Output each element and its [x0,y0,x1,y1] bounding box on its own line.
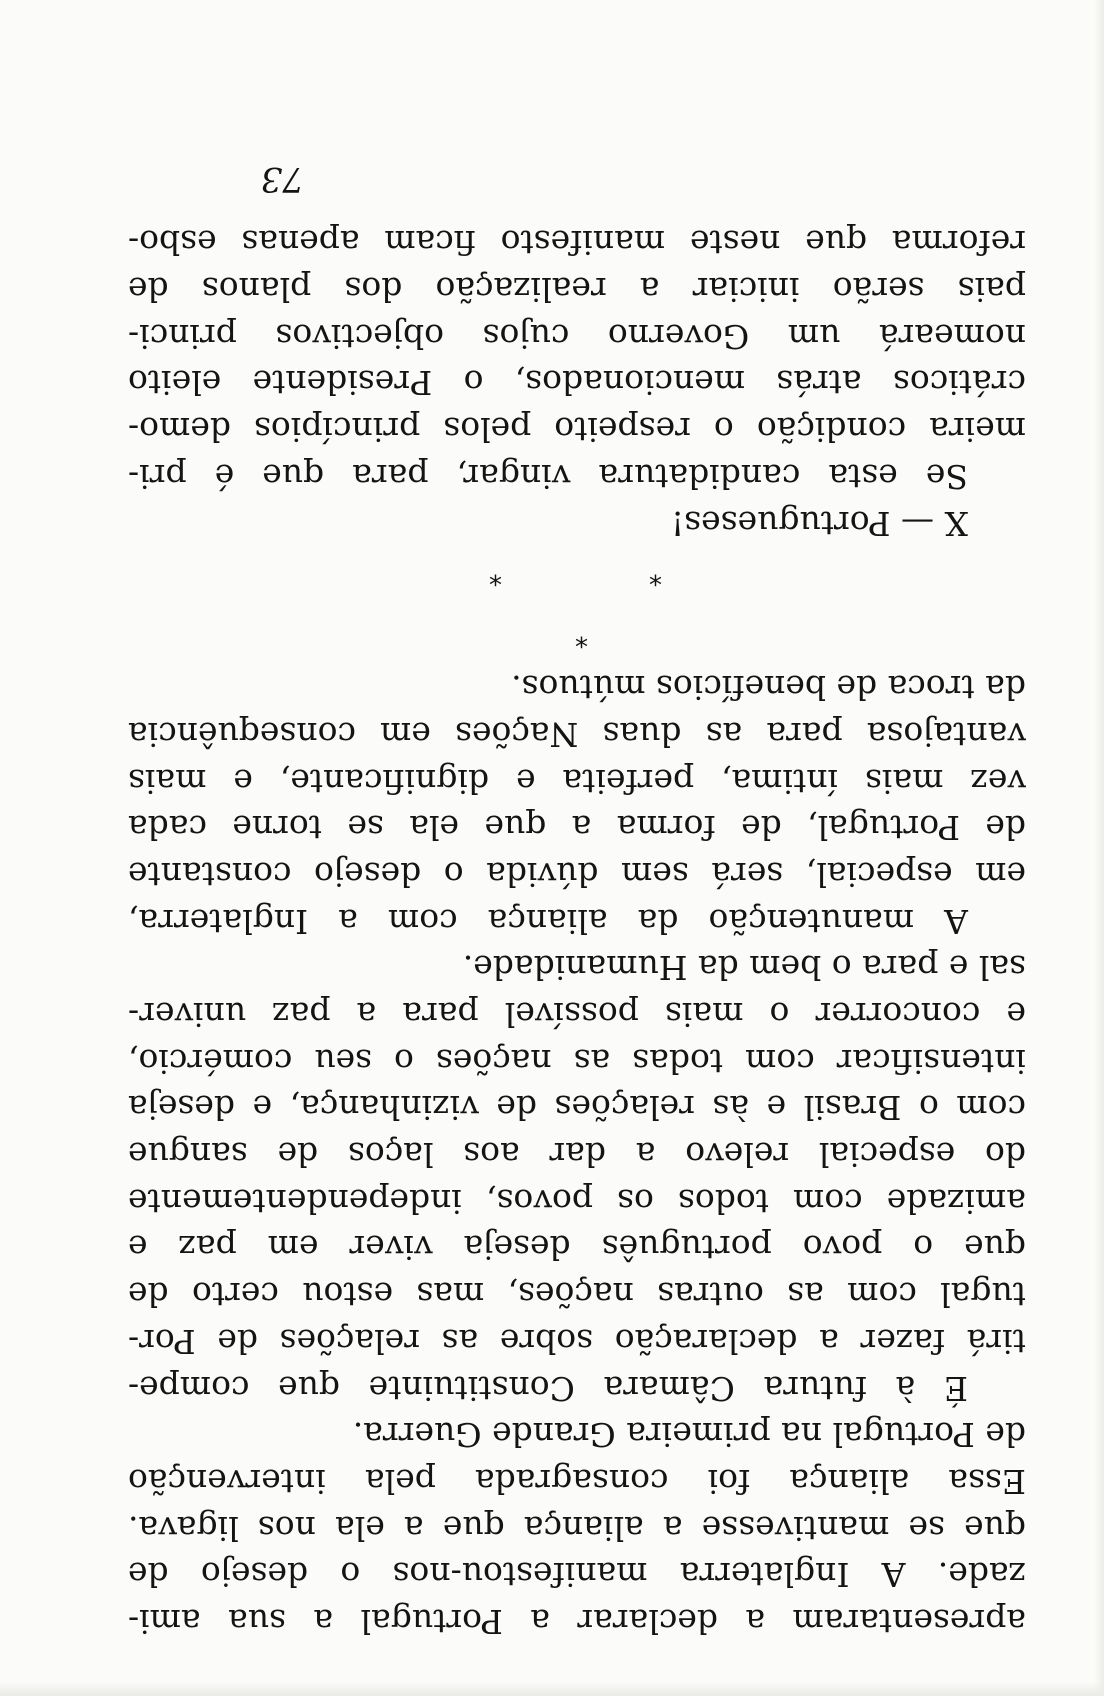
text-line: tugal com as outras nações, mas estou certo de [128,1275,1026,1315]
text-line: nomeará um Governo cujos objectivos princi- [128,316,1026,356]
text-line: meira condição o respeito pelos princípios demo- [128,410,1026,450]
section-heading: X — Portugueses! [670,503,968,543]
section-separator [128,546,1026,664]
text-line: de Portugal, de forma a que ela se torne cada [128,808,1026,848]
scan-shadow-left [1094,0,1104,1696]
text-line: intensificar com todas as nações o seu comércio, [128,1041,1026,1081]
text-line: cráticos atrás mencionados, o Presidente eleito [128,363,1026,403]
text-line: tirá fazer a declaração sobre as relações de Por- [128,1321,1026,1361]
separator-asterisk: * [575,621,588,652]
text-line: com o Brasil e às relações de vizinhança, e deseja [128,1088,1026,1128]
paragraph-4 [128,219,1026,499]
text-line: apresentaram a declarar a Portugal a sua ami- [128,1602,1026,1641]
paragraph-1 [128,1411,1026,1644]
text-line: e concorrer o mais possível para a paz univer- [128,995,1026,1035]
text-line: da troca de benefícios mútuos. [511,668,1026,708]
text-line: vantajosa para as duas Nações em consequência [128,714,1026,754]
paragraph-2 [128,944,1026,1411]
text-line: amizade com todos os povos, independentemente [128,1181,1026,1221]
text-line: Essa aliança foi consagrada pela intervenção [128,1461,1026,1501]
text-line: do especial relevo a dar aos laços de sangue [128,1135,1026,1175]
body-text [128,219,1026,1644]
separator-asterisk: * [489,559,502,590]
text-line: Se esta candidatura vingar, para que é pri- [128,456,968,496]
text-line: vez mais íntima, perfeita e dignificante, e mais [128,761,1026,801]
text-line: que o povo português deseja viver em paz e [128,1228,1026,1268]
text-line: de Portugal na primeira Grande Guerra. [352,1415,1026,1455]
text-line: A manutenção da aliança com a Inglaterra, [128,901,968,941]
separator-asterisk: * [649,559,662,590]
text-line: É à futura Câmara Constituinte que compe- [128,1368,968,1408]
text-line: pais serão iniciar a realização dos planos de [128,270,1026,310]
paragraph-3 [128,664,1026,944]
text-line: zade. A Inglaterra manifestou-nos o desejo de [128,1555,1026,1595]
text-line: que se mantivesse a aliança que a ela nos ligava. [128,1508,1026,1548]
page-number: 73 [260,159,304,199]
scan-shadow-top [0,1682,1104,1696]
text-line: sal e para o bem da Humanidade. [462,948,1026,988]
text-line: em especial, será sem dúvida o desejo constante [128,855,1026,894]
text-line: reforma que neste manifesto ficam apenas esbo- [128,223,1026,263]
